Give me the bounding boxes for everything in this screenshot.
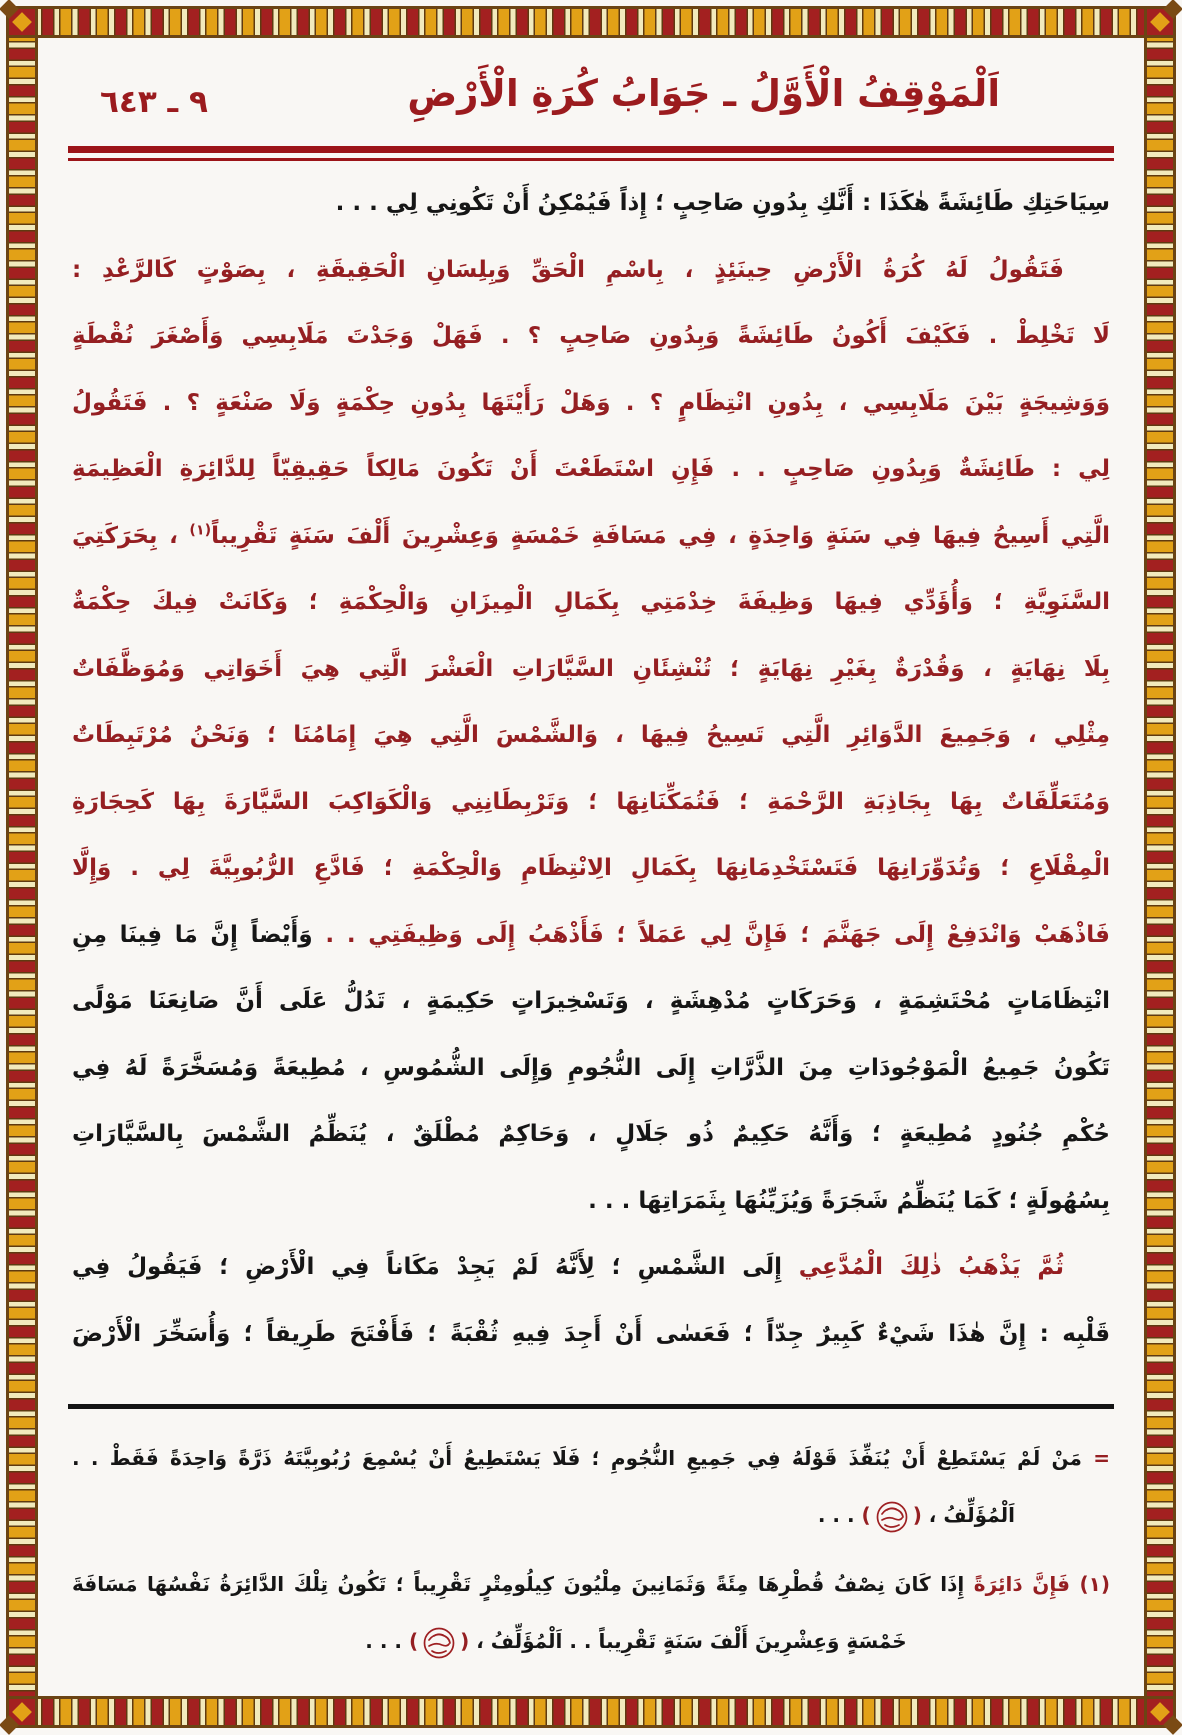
text-segment: وَمُتَعَلِّقَاتٌ بِهَا بِجَاذِبَةِ الرَّحْمَةِ ؛ فَتُمَكِّنَانِهَا ؛ وَتَرْبِطَانِنِي وَالْكَوَاكِبَ السَّيَّارَةَ بِهَا كَحِجَارَةِ: [72, 788, 1110, 815]
text-segment: فَاذْهَبْ وَانْدَفِعْ إِلَى جَهَنَّمَ ؛ فَإِنَّ لِي عَمَلاً ؛ فَأَذْهَبُ إِلَى وَظِيفَتِي . .: [312, 921, 1110, 948]
text-line: [72, 436, 1110, 503]
footnotes: [72, 1430, 1110, 1670]
text-segment: وَوَشِيجَةٍ بَيْنَ مَلَابِسِي ، بِدُونِ انْتِظَامٍ ؟ . وَهَلْ رَأَيْتَهَا بِدُونِ حِكْمَةٍ وَلَا صَنْعَةٍ ؟ . فَتَقُولُ: [72, 389, 1110, 416]
header-rule-thin: [68, 158, 1114, 161]
text-segment: . . .: [817, 1503, 862, 1527]
text-segment: لِي : طَائِشَةٌ وَبِدُونِ صَاحِبٍ . . فَإِنِ اسْتَطَعْتَ أَنْ تَكُونَ مَالِكاً حَقِيقِيّاً لِلدَّائِرَةِ الْعَظِيمَةِ: [72, 456, 1110, 482]
text-line: [72, 1234, 1110, 1301]
footnote-1-block: [72, 1556, 1110, 1670]
text-line: [72, 303, 1110, 370]
text-line: [72, 503, 1110, 570]
text-segment: مَنْ لَمْ يَسْتَطِعْ أَنْ يُنَفِّذَ قَوْلَهُ فِي جَمِيعِ النُّجُومِ ؛ فَلَا يَسْتَطِيعُ أَنْ يُسْمِعَ رُبُوبِيَّتَهُ ذَرَّةً وَاحِدَةً فَقَطْ . .: [72, 1446, 1082, 1470]
text-line: [72, 569, 1110, 636]
text-segment: . . .: [365, 1629, 409, 1653]
text-line: [72, 769, 1110, 836]
text-line: [72, 1168, 1110, 1235]
text-segment: ): [408, 1629, 419, 1653]
text-segment: ، بِحَرَكَتِيَ: [72, 522, 190, 549]
text-segment: الَّتِي أَسِيحُ فِيهَا فِي سَنَةٍ وَاحِدَةٍ ، فِي مَسَافَةِ خَمْسَةٍ وَعِشْرِينَ أَلْفَ سَنَةٍ تَقْرِيباً: [211, 522, 1110, 549]
text-segment: (: [912, 1503, 922, 1527]
footnote-marker: (١): [189, 521, 212, 538]
frame-border-left: [6, 6, 38, 1728]
text-line: [72, 1430, 1110, 1487]
text-line: [72, 237, 1110, 304]
text-segment: اَلْمُؤَلِّفُ ،: [921, 1503, 1015, 1527]
footnote-separator: [68, 1404, 1114, 1409]
text-line: [117, 1613, 1155, 1670]
text-segment: إِذَا كَانَ نِصْفُ قُطْرِهَا مِئَةً وَثَمَانِينَ مِلْيُونَ كِيلُومِتْرٍ تَقْرِيباً ؛ تَكُونُ تِلْكَ الدَّائِرَةُ نَفْسُهَا مَسَافَةَ: [72, 1572, 965, 1596]
text-line: [72, 902, 1110, 969]
text-segment: (: [460, 1629, 470, 1653]
text-segment: (١): [1069, 1572, 1110, 1596]
text-line: [72, 636, 1110, 703]
text-segment: خَمْسَةٍ وَعِشْرِينَ أَلْفَ سَنَةٍ تَقْرِيباً . . اَلْمُؤَلِّفُ ،: [469, 1629, 907, 1653]
text-segment: لَا تَخْلِطْ . فَكَيْفَ أَكُونُ طَائِشَةً وَبِدُونِ صَاحِبٍ ؟ . فَهَلْ وَجَدْتَ مَلَابِسِي وَأَصْغَرَ نُقْطَةٍ: [72, 323, 1110, 349]
frame-border-top: [36, 6, 1146, 38]
author-seal-icon: [873, 1498, 911, 1536]
text-segment: انْتِظَامَاتٍ مُحْتَشِمَةٍ ، وَحَرَكَاتٍ مُدْهِشَةٍ ، وَتَسْخِيرَاتٍ حَكِيمَةٍ ، تَدُلُّ عَلَى أَنَّ صَانِعَنَا مَوْلًى: [72, 988, 1110, 1014]
text-line: [72, 170, 1110, 237]
text-segment: ): [861, 1503, 871, 1527]
text-line: [72, 968, 1110, 1035]
text-segment: الْمِقْلَاعِ ؛ وَتُدَوِّرَانِهَا فَتَسْتَخْدِمَانِهَا بِكَمَالِ الِانْتِظَامِ وَالْحِكْمَةِ ؛ فَادَّعِ الرُّبُوبِيَّةَ لِي . وَإِلَّا: [72, 855, 1110, 881]
text-segment: فَتَقُولُ لَهُ كُرَةُ الْأَرْضِ حِينَئِذٍ ، بِاسْمِ الْحَقِّ وَبِلِسَانِ الْحَقِيقَةِ ، بِصَوْتٍ كَالرَّعْدِ :: [72, 256, 1064, 283]
text-segment: فَإِنَّ دَائِرَةً: [964, 1572, 1070, 1596]
text-line: [72, 1101, 1110, 1168]
text-line: [72, 1301, 1110, 1368]
header-rule-thick: [68, 146, 1114, 153]
text-segment: حُكْمِ جُنُودٍ مُطِيعَةٍ ؛ وَأَنَّهُ حَكِيمٌ ذُو جَلَالٍ ، وَحَاكِمٌ مُطْلَقٌ ، يُنَظِّمُ الشَّمْسَ بِالسَّيَّارَاتِ: [72, 1121, 1110, 1147]
page-content: [52, 46, 1130, 1688]
text-segment: وَأَيْضاً إِنَّ مَا فِينَا مِنِ: [72, 921, 313, 948]
text-line: [72, 370, 1110, 437]
text-segment: =: [1081, 1446, 1110, 1470]
text-segment: ثُمَّ يَذْهَبُ ذٰلِكَ الْمُدَّعِي: [782, 1254, 1064, 1280]
footnote-continuation-block: [72, 1430, 1110, 1544]
text-line: [72, 1487, 1110, 1544]
text-segment: تَكُونُ جَمِيعُ الْمَوْجُودَاتِ مِنَ الذَّرَّاتِ إِلَى النُّجُومِ وَإِلَى الشُّمُوسِ ، مُطِيعَةً وَمُسَخَّرَةً لَهُ فِي: [72, 1054, 1110, 1081]
text-line: [72, 1035, 1110, 1102]
page-number: ٩ ـ ٦٤٣: [100, 84, 208, 120]
text-segment: بِسُهُولَةٍ ؛ كَمَا يُنَظِّمُ شَجَرَةً وَيُزَيِّنُهَا بِثَمَرَاتِهَا . . .: [588, 1187, 1110, 1214]
text-segment: قَلْبِه : إِنَّ هٰذَا شَيْءٌ كَبِيرٌ جِدّاً ؛ فَعَسٰى أَنْ أَجِدَ فِيهِ ثُقْبَةً ؛ فَأَفْتَحَ طَرِيقاً ؛ وَأُسَخِّرَ الْأَرْضَ: [72, 1320, 1110, 1347]
frame-border-right: [1144, 6, 1176, 1728]
text-line: [72, 1556, 1110, 1613]
page-title: اَلْمَوْقِفُ الْأَوَّلُ ـ جَوَابُ كُرَةِ الْأَرْضِ: [407, 72, 1000, 115]
body-text: [72, 170, 1110, 1367]
text-segment: إِلَى الشَّمْسِ ؛ لِأَنَّهُ لَمْ يَجِدْ مَكَاناً فِي الْأَرْضِ ؛ فَيَقُولُ فِي: [72, 1254, 783, 1280]
text-line: [72, 835, 1110, 902]
frame-border-bottom: [36, 1696, 1146, 1728]
text-segment: بِلَا نِهَايَةٍ ، وَقُدْرَةٌ بِغَيْرِ نِهَايَةٍ ؛ تُنْشِئَانِ السَّيَّارَاتِ الْعَشْرَ الَّتِي هِيَ أَخَوَاتِي وَمُوَظَّفَاتٌ: [72, 655, 1110, 682]
text-segment: السَّنَوِيَّةِ ؛ وَأُؤَدِّي فِيهَا وَظِيفَةَ خِدْمَتِي بِكَمَالِ الْمِيزَانِ وَالْحِكْمَةِ ؛ وَكَانَتْ فِيكَ حِكْمَةٌ: [72, 589, 1110, 615]
text-segment: سِيَاحَتِكِ طَائِشَةً هٰكَذَا : أَنَّكِ بِدُونِ صَاحِبٍ ؛ إِذاً فَيُمْكِنُ أَنْ تَكُونِي لِي . . .: [335, 190, 1110, 216]
author-seal-icon: [420, 1624, 458, 1662]
text-line: [72, 702, 1110, 769]
text-segment: مِثْلِي ، وَجَمِيعَ الدَّوَائِرِ الَّتِي تَسِيحُ فِيهَا ، وَالشَّمْسَ الَّتِي هِيَ إِمَامُنَا ؛ وَنَحْنُ مُرْتَبِطَاتٌ: [72, 722, 1110, 748]
